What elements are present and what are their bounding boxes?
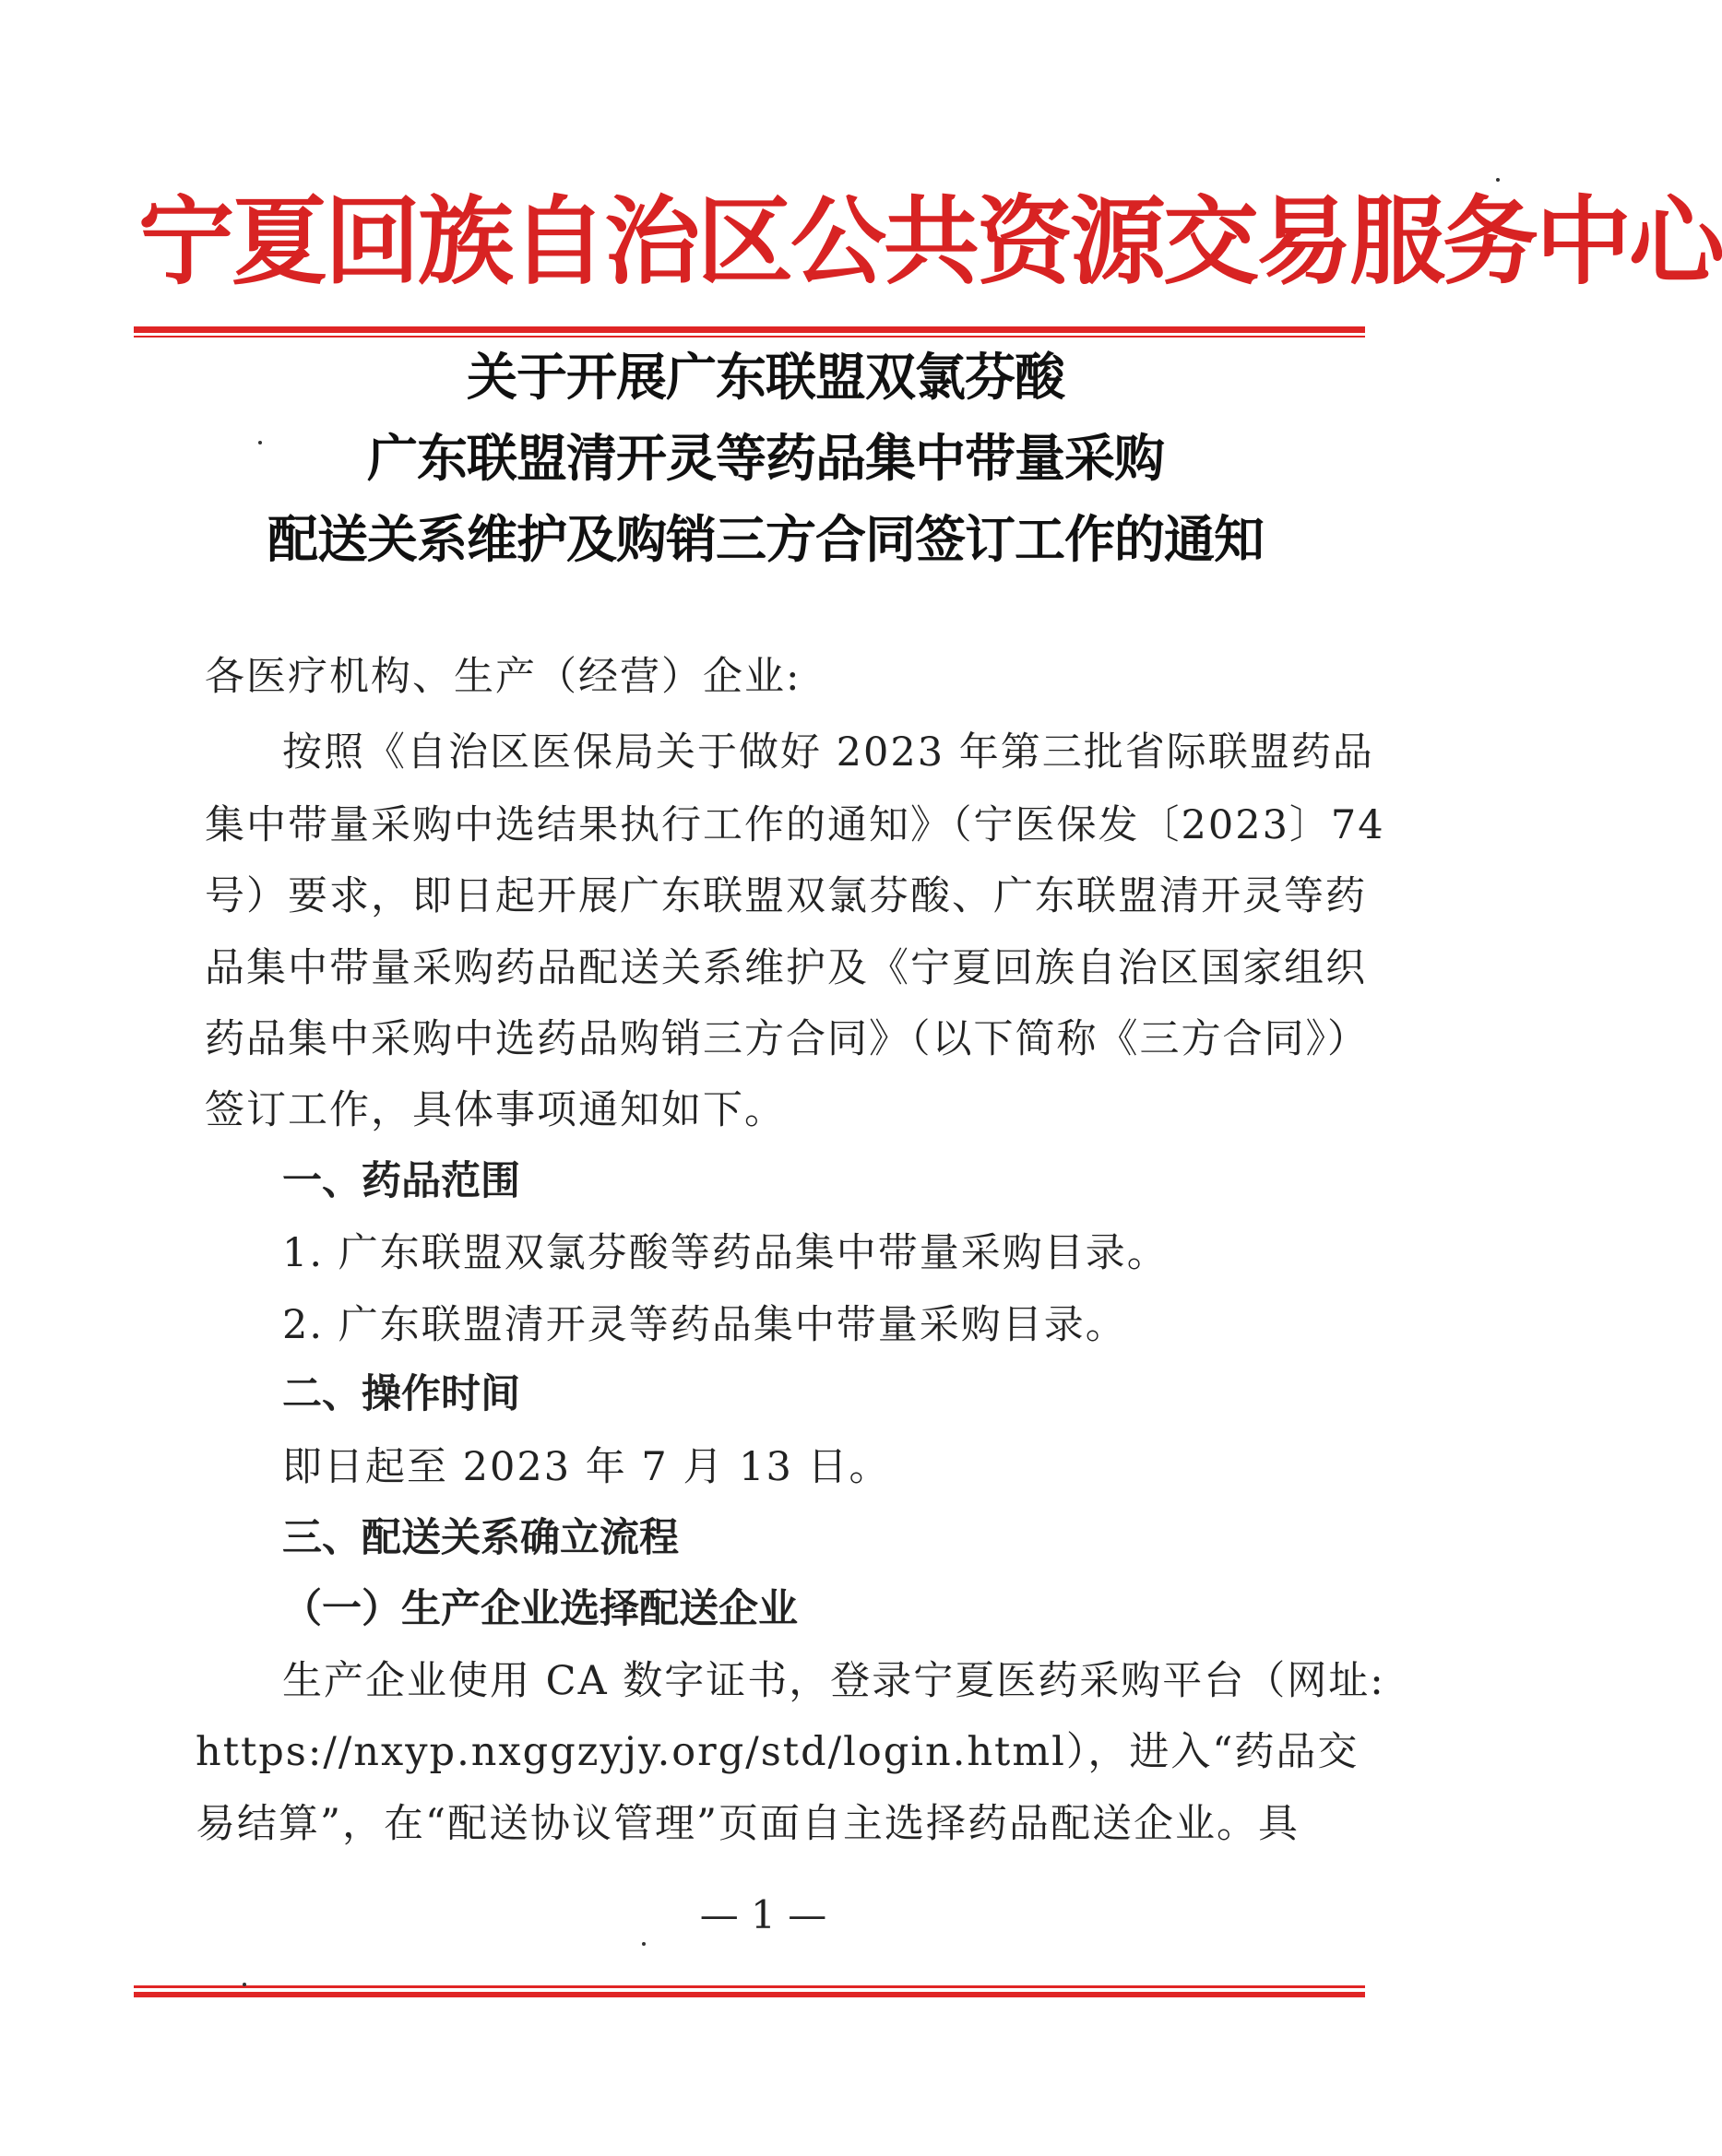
paragraph-line: 药品集中采购中选药品购销三方合同》（以下简称《三方合同》） — [205, 1016, 1369, 1062]
list-item: 2. 广东联盟清开灵等药品集中带量采购目录。 — [282, 1302, 1127, 1348]
paragraph-line: 签订工作，具体事项通知如下。 — [205, 1087, 786, 1133]
paragraph-line: 按照《自治区医保局关于做好 2023 年第三批省际联盟药品 — [282, 729, 1374, 776]
scan-speck — [243, 1983, 246, 1986]
paragraph-line: 生产企业使用 CA 数字证书，登录宁夏医药采购平台（网址: — [282, 1658, 1385, 1704]
paragraph-line: 即日起至 2023 年 7 月 13 日。 — [282, 1444, 891, 1490]
scan-speck — [258, 441, 262, 444]
issuing-organization-header: 宁夏回族自治区公共资源交易服务中心 — [138, 184, 1722, 298]
footer-red-rule-thin — [134, 1985, 1365, 1988]
section-heading-distribution-process: 三、配送关系确立流程 — [282, 1515, 679, 1561]
footer-red-rule — [134, 1992, 1365, 1997]
paragraph-line: 集中带量采购中选结果执行工作的通知》（宁医保发〔2023〕74 — [205, 802, 1385, 848]
paragraph-line: 品集中带量采购药品配送关系维护及《宁夏回族自治区国家组织 — [205, 945, 1367, 991]
scan-speck — [642, 1942, 646, 1946]
paragraph-line: https://nxyp.nxggzyjy.org/std/login.html），进入“药品交 — [196, 1729, 1360, 1775]
header-red-rule — [134, 326, 1365, 333]
salutation: 各医疗机构、生产（经营）企业: — [205, 654, 802, 700]
section-heading-operation-time: 二、操作时间 — [282, 1371, 520, 1417]
document-title-line-2: 广东联盟清开灵等药品集中带量采购 — [366, 428, 1164, 488]
list-item: 1. 广东联盟双氯芬酸等药品集中带量采购目录。 — [282, 1230, 1169, 1276]
subsection-heading: （一）生产企业选择配送企业 — [282, 1586, 798, 1632]
document-title-line-1: 关于开展广东联盟双氯芬酸 — [466, 347, 1064, 407]
document-title-line-3: 配送关系维护及购销三方合同签订工作的通知 — [267, 509, 1264, 569]
section-heading-drug-scope: 一、药品范围 — [282, 1158, 520, 1204]
page-number: — 1 — — [699, 1892, 827, 1937]
paragraph-line: 易结算”，在“配送协议管理”页面自主选择药品配送企业。具 — [196, 1801, 1300, 1847]
scan-speck — [1496, 178, 1500, 182]
paragraph-line: 号）要求，即日起开展广东联盟双氯芬酸、广东联盟清开灵等药 — [205, 873, 1367, 919]
